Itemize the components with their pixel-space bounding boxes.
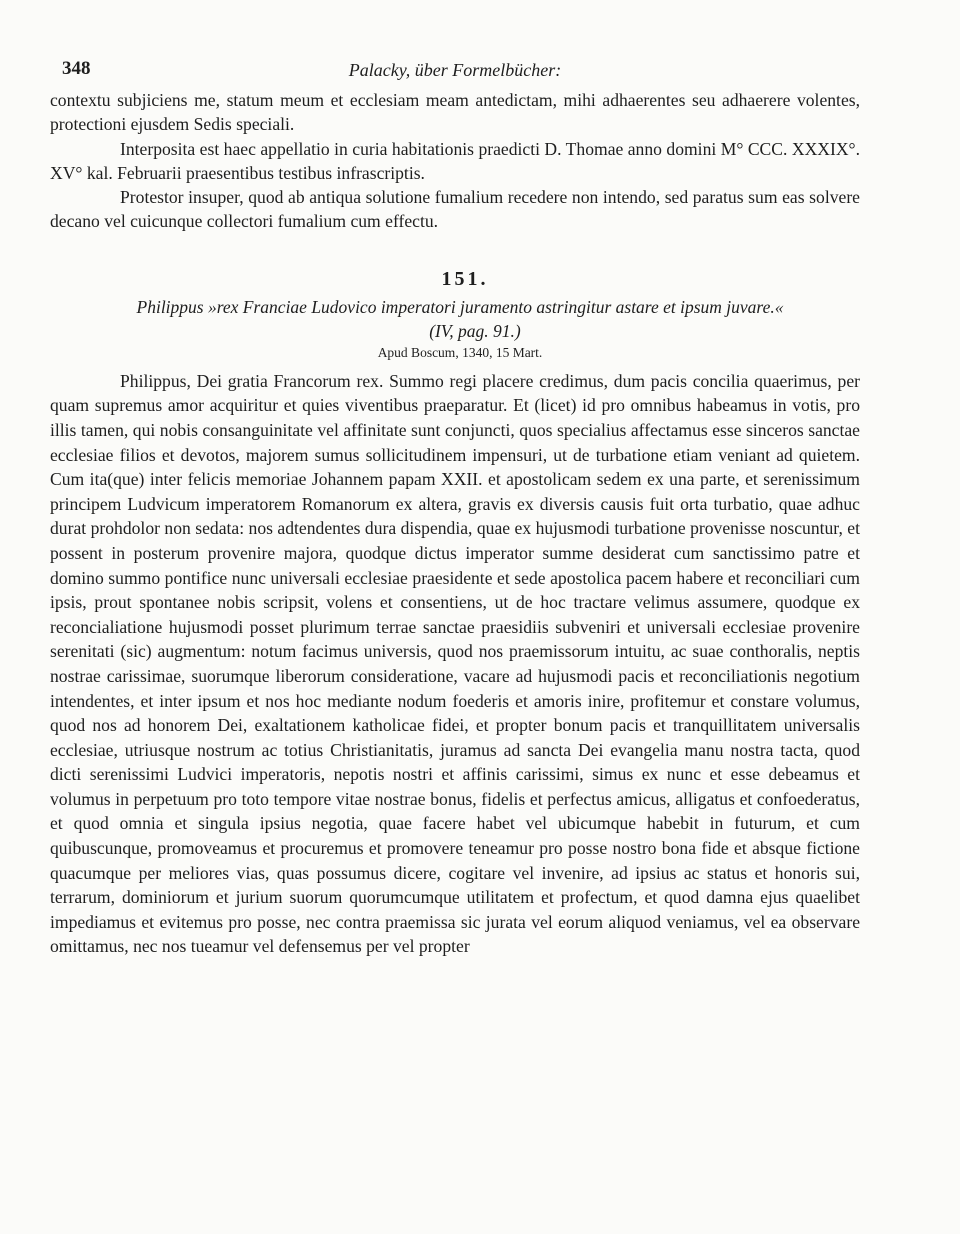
page bbox=[50, 58, 860, 959]
page-number: 348 bbox=[62, 58, 91, 79]
running-head: Palacky, über Formelbücher: bbox=[348, 60, 562, 80]
document-number: 151. bbox=[441, 267, 489, 290]
intro-paragraph-1: contextu subjiciens me, statum meum et ecclesiam meam antedictam, mihi adhaerentes seu adhaerere volentes, protectioni ejusdem Sedis speciali. bbox=[50, 90, 860, 135]
document-title: Philippus »rex Franciae Ludovico imperatori juramento astringitur astare et ipsum juvare.« bbox=[136, 296, 784, 317]
document-body-paragraph: Philippus, Dei gratia Francorum rex. Summo regi placere credimus, dum pacis concilia quaerimus, per quam supremus amor acquiritur et quies viventibus praeparatur. Et (licet) id pro omnibus habeamus in votis, pro illis tamen, qui nobis consanguinitate vel affinitate sunt conjuncti, quos specialius affectamus esse sinceros sanctae ecclesiae filios et devotos, majorem sumus sollicitudinem impensuri, ut de turbatione etiam veniant ad quietem. Cum ita(que) inter felicis memoriae Johannem papam XXII. et apostolicam sedem ex una parte, et serenissimum principem Ludvicum imperatorem Romanorum ex altera, gravis ex diversis causis fuit orta turbatio, quae adhuc durat prohdolor non sedata: nos adtendentes dura dispendia, quae ex hujusmodi turbatione provenisse noscuntur, et possent in posterum provenire majora, quodque dictus imperator summe desiderat cum sanctissimo patre et domino summo pontifice nunc universali ecclesiae praesidente et sede apostolica pacem habere et reconciliari cum ipsis, prout spontanee nobis scripsit, volens et consentiens, ut de hoc tractare velimus assumere, quodque ex reconcialiatione hujusmodi posset plurimum terrae sanctae praesidiis subveniri et universali ecclesiae provenire serenitati (sic) augmentum: notum facimus universis, quod nos praemissorum intuitu, ac suae conthoralis, neptis nostrae carissimae, suorumque liberorum consideratione, vacare ad hujusmodi pacis et reconciliationis negotium intendentes, et inter ipsum et nos hoc mediante nodum foederis et amoris inire, profitemur et constare volumus, quod nos ad honorem Dei, exaltationem katholicae fidei, et propter bonum pacis et tranquillitatem universalis ecclesiae, utriusque nostrum ac totius Christianitatis, juramus ad sancta Dei evangelia manu nostra tacta, quod dicti serenissimi Ludvici imperatoris, nepotis nostri et affinis carissimi, simus ex nunc et esse debeamus et volumus in perpetuum pro toto tempore vitae nostrae bonus, fidelis et perfectus amicus, alligatus et confoederatus, et quod omnia et singula ipsius negotia, quae facere habet vel ubicumque habebit in futurum, et cum quibuscunque, promoveamus et procuremus et promovere teneamur pro posse nostro bona fide et absque fictione quacumque per meliores vias, quas possumus dicere, cogitare vel invenire, ad ipsius ac status et honoris sui, terrarum, dominiorum et jurium suorum quorumcumque utilitatem et profectum, et quod damna ejus quaelibet impediamus et evitemus pro posse, nec contra praemissa sic jurata vel eorum aliquod veniamus, vel ea observare omittamus, nec nos tueamur vel defensemus per vel propter bbox=[50, 370, 860, 957]
document-body bbox=[50, 369, 860, 959]
intro-paragraph-2: Interposita est haec appellatio in curia habitationis praedicti D. Thomae anno domini M° CCC. XXXIX°. XV° kal. Februarii praesentibus testibus infrascriptis. bbox=[50, 138, 860, 183]
intro-paragraph-3: Protestor insuper, quod ab antiqua solutione fumalium recedere non intendo, sed paratus sum eas solvere decano vel cuicunque collectori fumalium cum effectu. bbox=[50, 187, 860, 232]
page-header bbox=[50, 58, 860, 88]
document-source-reference: (IV, pag. 91.) bbox=[429, 320, 521, 341]
document-dateline: Apud Boscum, 1340, 15 Mart. bbox=[377, 344, 543, 360]
